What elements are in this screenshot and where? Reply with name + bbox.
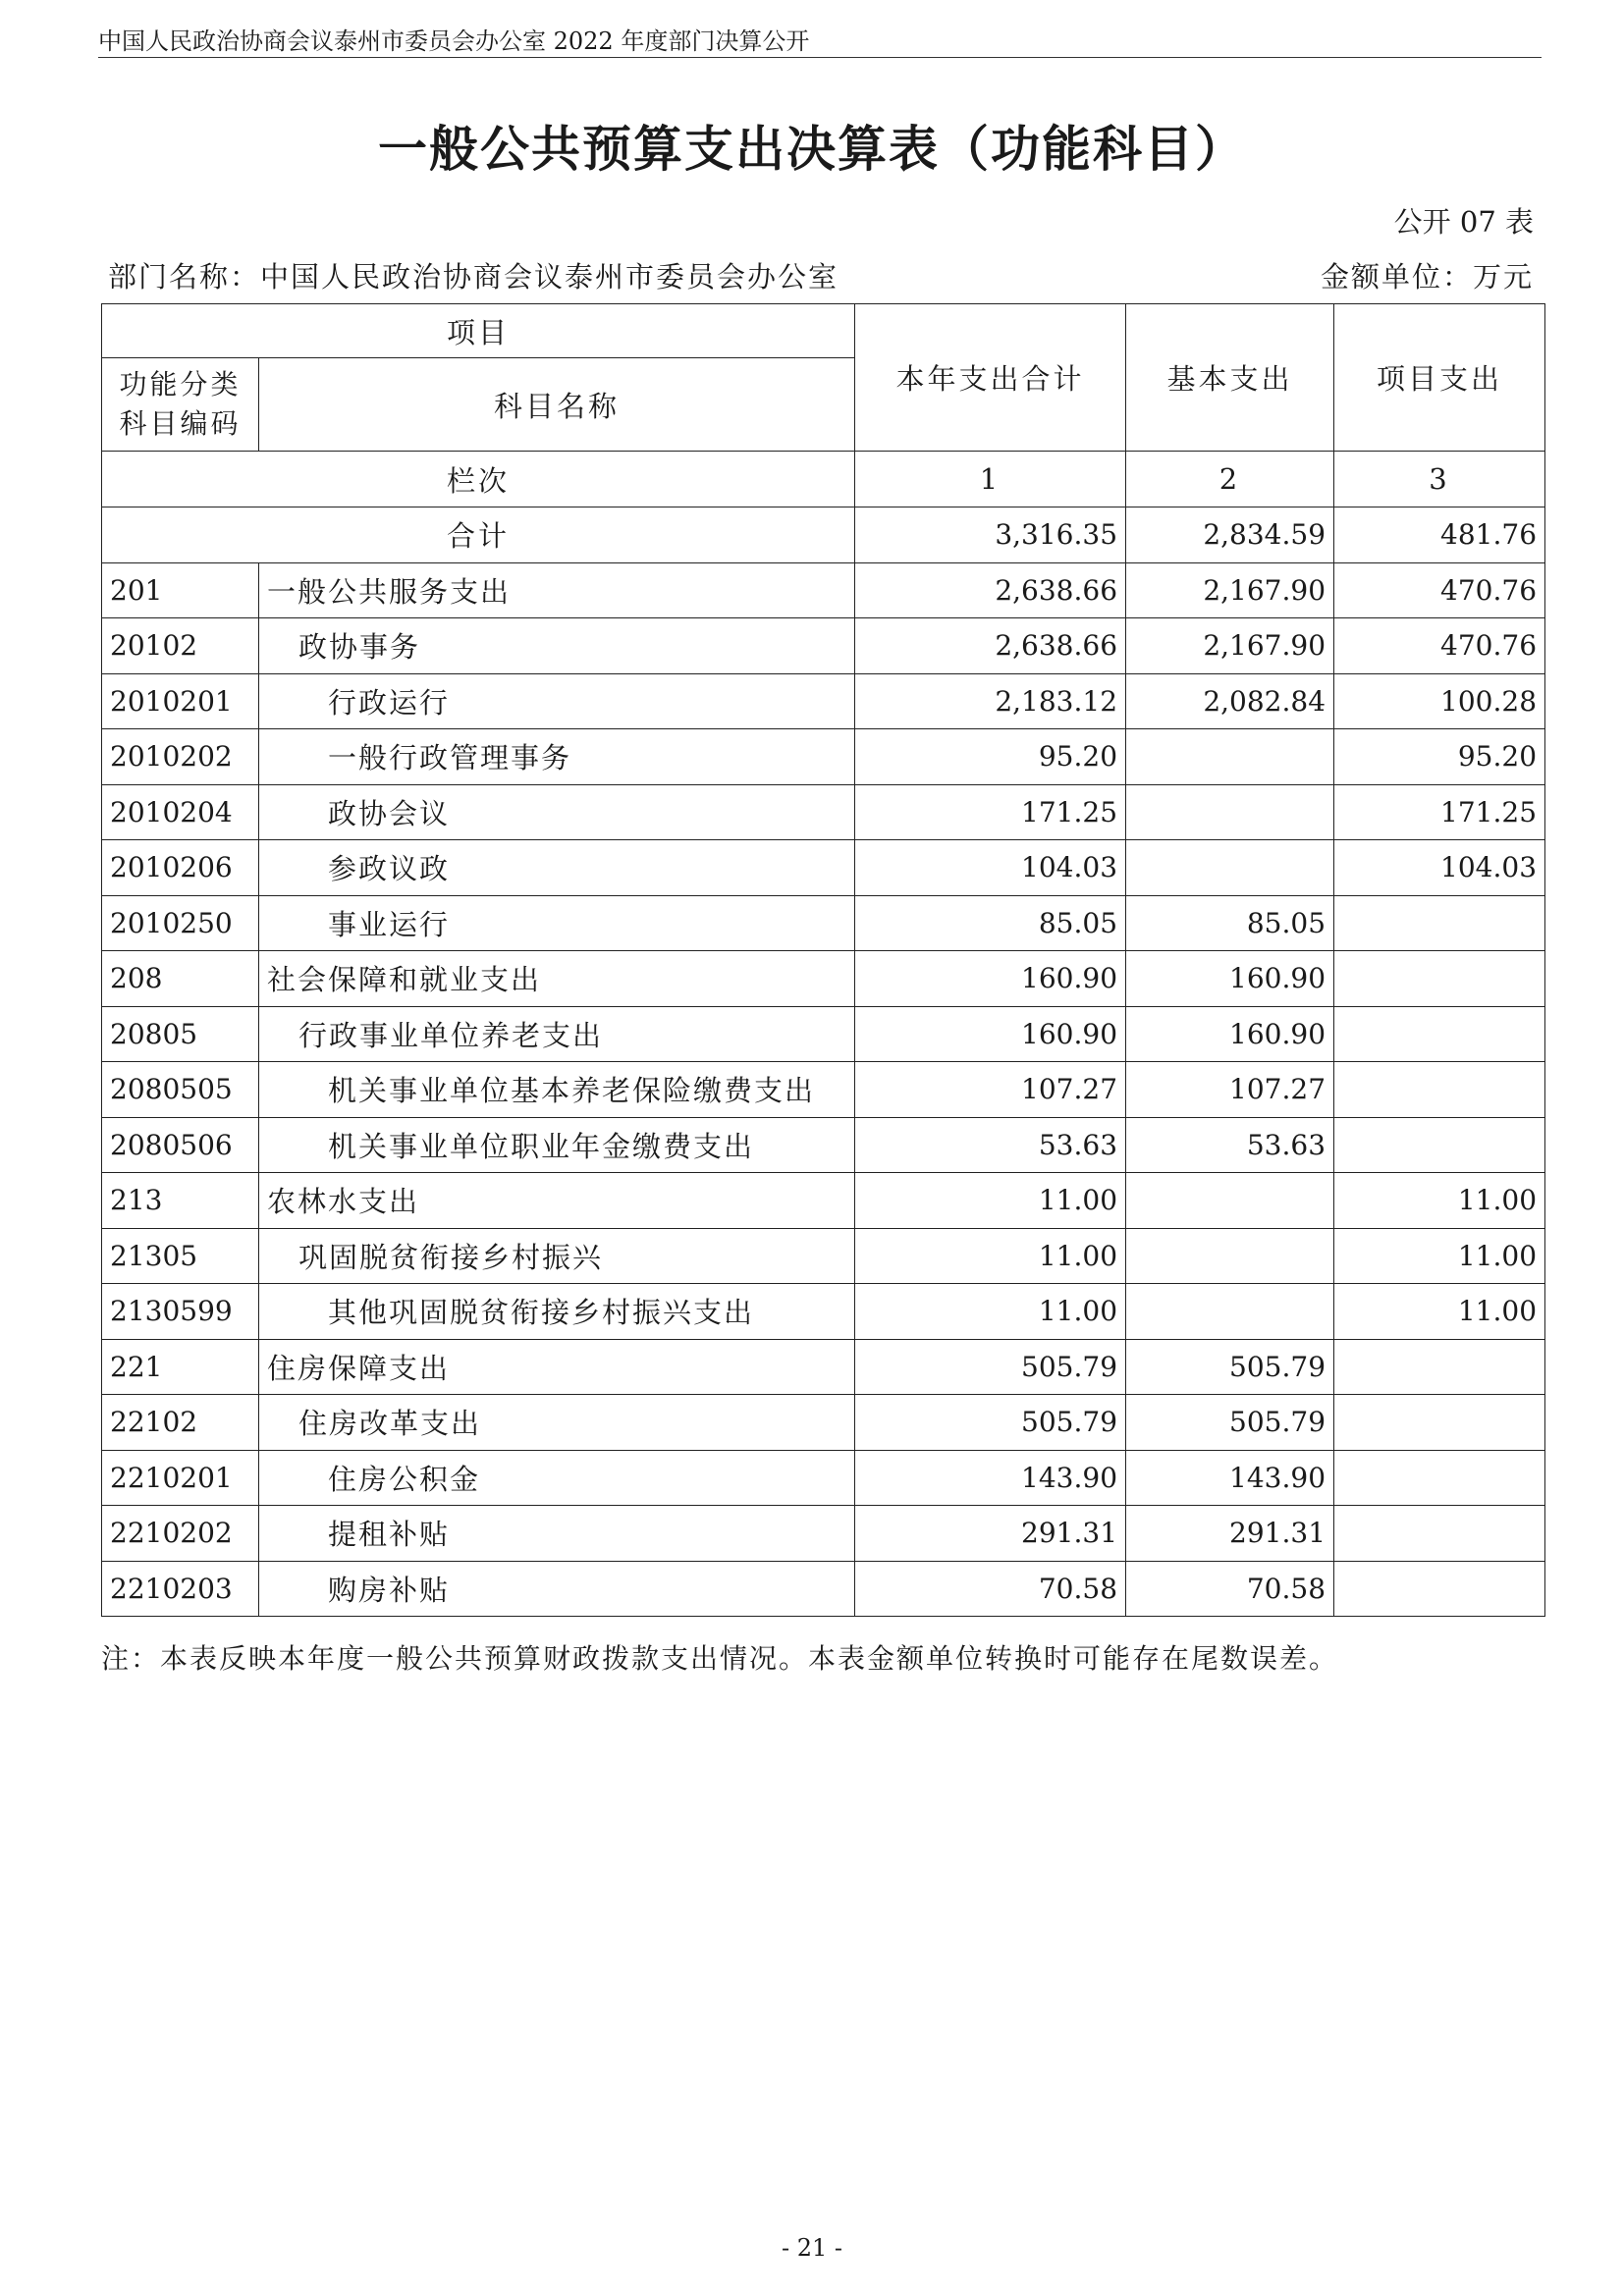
- row-basic: [1126, 784, 1334, 840]
- row-name: 政协会议: [259, 784, 855, 840]
- row-name: 其他巩固脱贫衔接乡村振兴支出: [259, 1284, 855, 1340]
- row-total: 95.20: [855, 729, 1126, 785]
- row-project: [1334, 1395, 1545, 1451]
- row-total: 160.90: [855, 1006, 1126, 1062]
- row-code: 2010201: [102, 673, 259, 729]
- header-name: 科目名称: [259, 358, 855, 452]
- row-name: 提租补贴: [259, 1506, 855, 1562]
- row-basic: 107.27: [1126, 1062, 1334, 1118]
- row-basic: [1126, 1173, 1334, 1229]
- row-name: 巩固脱贫衔接乡村振兴: [259, 1228, 855, 1284]
- row-project: 95.20: [1334, 729, 1545, 785]
- row-name: 机关事业单位职业年金缴费支出: [259, 1117, 855, 1173]
- row-basic: 505.79: [1126, 1339, 1334, 1395]
- row-basic: [1126, 1284, 1334, 1340]
- table-row: [102, 895, 1545, 951]
- table-number: 公开 07 表: [1393, 205, 1534, 239]
- row-project: [1334, 895, 1545, 951]
- row-code: 213: [102, 1173, 259, 1229]
- row-basic: [1126, 1228, 1334, 1284]
- header-code-text: 功能分类科目编码: [119, 368, 242, 440]
- row-code: 2210203: [102, 1561, 259, 1617]
- row-index-1: 1: [855, 452, 1126, 507]
- total-total: 3,316.35: [855, 507, 1126, 563]
- row-total: 104.03: [855, 840, 1126, 896]
- row-code: 2010250: [102, 895, 259, 951]
- row-basic: 505.79: [1126, 1395, 1334, 1451]
- row-basic: 2,167.90: [1126, 562, 1334, 618]
- row-total: 2,638.66: [855, 618, 1126, 674]
- row-project: [1334, 951, 1545, 1007]
- expenditure-table: [101, 303, 1545, 1617]
- row-code: 2210201: [102, 1450, 259, 1506]
- row-project: [1334, 1339, 1545, 1395]
- row-total: 160.90: [855, 951, 1126, 1007]
- row-code: 2210202: [102, 1506, 259, 1562]
- table-row: [102, 1284, 1545, 1340]
- header-basic: 基本支出: [1126, 304, 1334, 452]
- row-name: 一般公共服务支出: [259, 562, 855, 618]
- row-basic: 2,082.84: [1126, 673, 1334, 729]
- page-title: 一般公共预算支出决算表（功能科目）: [378, 121, 1246, 178]
- row-basic: [1126, 840, 1334, 896]
- row-project: [1334, 1062, 1545, 1118]
- row-project: [1334, 1006, 1545, 1062]
- table-row: [102, 1062, 1545, 1118]
- table-row: [102, 1561, 1545, 1617]
- row-basic: 160.90: [1126, 951, 1334, 1007]
- row-project: 470.76: [1334, 562, 1545, 618]
- row-total: 505.79: [855, 1339, 1126, 1395]
- row-total: 505.79: [855, 1395, 1126, 1451]
- row-code: 2010206: [102, 840, 259, 896]
- row-total: 2,183.12: [855, 673, 1126, 729]
- row-basic: 53.63: [1126, 1117, 1334, 1173]
- row-basic: 291.31: [1126, 1506, 1334, 1562]
- row-code: 2080506: [102, 1117, 259, 1173]
- total-basic: 2,834.59: [1126, 507, 1334, 563]
- row-name: 一般行政管理事务: [259, 729, 855, 785]
- row-name: 住房保障支出: [259, 1339, 855, 1395]
- page-number: - 21 -: [781, 2234, 842, 2262]
- running-header: 中国人民政治协商会议泰州市委员会办公室 2022 年度部门决算公开: [98, 27, 810, 55]
- table-row: [102, 840, 1545, 896]
- table-row: [102, 1173, 1545, 1229]
- row-code: 21305: [102, 1228, 259, 1284]
- row-total: 107.27: [855, 1062, 1126, 1118]
- total-row: [102, 507, 1545, 563]
- row-name: 住房公积金: [259, 1450, 855, 1506]
- row-code: 20805: [102, 1006, 259, 1062]
- row-name: 行政事业单位养老支出: [259, 1006, 855, 1062]
- row-index-2: 2: [1126, 452, 1334, 507]
- total-label: 合计: [102, 507, 855, 563]
- row-name: 行政运行: [259, 673, 855, 729]
- row-total: 171.25: [855, 784, 1126, 840]
- row-project: 470.76: [1334, 618, 1545, 674]
- header-total: 本年支出合计: [855, 304, 1126, 452]
- row-project: 11.00: [1334, 1284, 1545, 1340]
- row-total: 11.00: [855, 1284, 1126, 1340]
- row-index-label: 栏次: [102, 452, 855, 507]
- department-name: 部门名称：中国人民政治协商会议泰州市委员会办公室: [108, 260, 839, 294]
- row-basic: 143.90: [1126, 1450, 1334, 1506]
- table-row: [102, 1450, 1545, 1506]
- row-total: 70.58: [855, 1561, 1126, 1617]
- row-code: 20102: [102, 618, 259, 674]
- row-project: 100.28: [1334, 673, 1545, 729]
- row-total: 11.00: [855, 1173, 1126, 1229]
- row-name: 农林水支出: [259, 1173, 855, 1229]
- row-name: 购房补贴: [259, 1561, 855, 1617]
- row-basic: 2,167.90: [1126, 618, 1334, 674]
- amount-unit: 金额单位：万元: [1320, 260, 1534, 294]
- table-row: [102, 1228, 1545, 1284]
- row-basic: [1126, 729, 1334, 785]
- row-code: 2010204: [102, 784, 259, 840]
- row-project: 11.00: [1334, 1228, 1545, 1284]
- table-row: [102, 951, 1545, 1007]
- row-total: 143.90: [855, 1450, 1126, 1506]
- table-row: [102, 1117, 1545, 1173]
- row-project: [1334, 1450, 1545, 1506]
- header-code: [102, 358, 259, 452]
- table-row: [102, 673, 1545, 729]
- row-name: 机关事业单位基本养老保险缴费支出: [259, 1062, 855, 1118]
- row-total: 291.31: [855, 1506, 1126, 1562]
- row-code: 2080505: [102, 1062, 259, 1118]
- table-row: [102, 784, 1545, 840]
- table-row: [102, 1006, 1545, 1062]
- row-name: 住房改革支出: [259, 1395, 855, 1451]
- row-name: 参政议政: [259, 840, 855, 896]
- table-row: [102, 1339, 1545, 1395]
- row-basic: 160.90: [1126, 1006, 1334, 1062]
- row-code: 208: [102, 951, 259, 1007]
- header-rule: [98, 57, 1542, 58]
- row-total: 11.00: [855, 1228, 1126, 1284]
- row-total: 85.05: [855, 895, 1126, 951]
- row-project: [1334, 1506, 1545, 1562]
- row-project: [1334, 1561, 1545, 1617]
- row-basic: 85.05: [1126, 895, 1334, 951]
- table-row: [102, 562, 1545, 618]
- row-project: 171.25: [1334, 784, 1545, 840]
- row-project: [1334, 1117, 1545, 1173]
- row-total: 2,638.66: [855, 562, 1126, 618]
- row-code: 2010202: [102, 729, 259, 785]
- row-code: 201: [102, 562, 259, 618]
- table-row: [102, 618, 1545, 674]
- row-code: 221: [102, 1339, 259, 1395]
- row-total: 53.63: [855, 1117, 1126, 1173]
- row-basic: 70.58: [1126, 1561, 1334, 1617]
- row-project: 11.00: [1334, 1173, 1545, 1229]
- row-code: 22102: [102, 1395, 259, 1451]
- row-project: 104.03: [1334, 840, 1545, 896]
- table-row: [102, 1506, 1545, 1562]
- total-project: 481.76: [1334, 507, 1545, 563]
- row-name: 政协事务: [259, 618, 855, 674]
- footnote: 注：本表反映本年度一般公共预算财政拨款支出情况。本表金额单位转换时可能存在尾数误差。: [101, 1642, 1339, 1675]
- table-row: [102, 729, 1545, 785]
- row-index-3: 3: [1334, 452, 1545, 507]
- row-name: 社会保障和就业支出: [259, 951, 855, 1007]
- header-item: 项目: [102, 304, 855, 358]
- row-code: 2130599: [102, 1284, 259, 1340]
- table-row: [102, 1395, 1545, 1451]
- row-name: 事业运行: [259, 895, 855, 951]
- header-project: 项目支出: [1334, 304, 1545, 452]
